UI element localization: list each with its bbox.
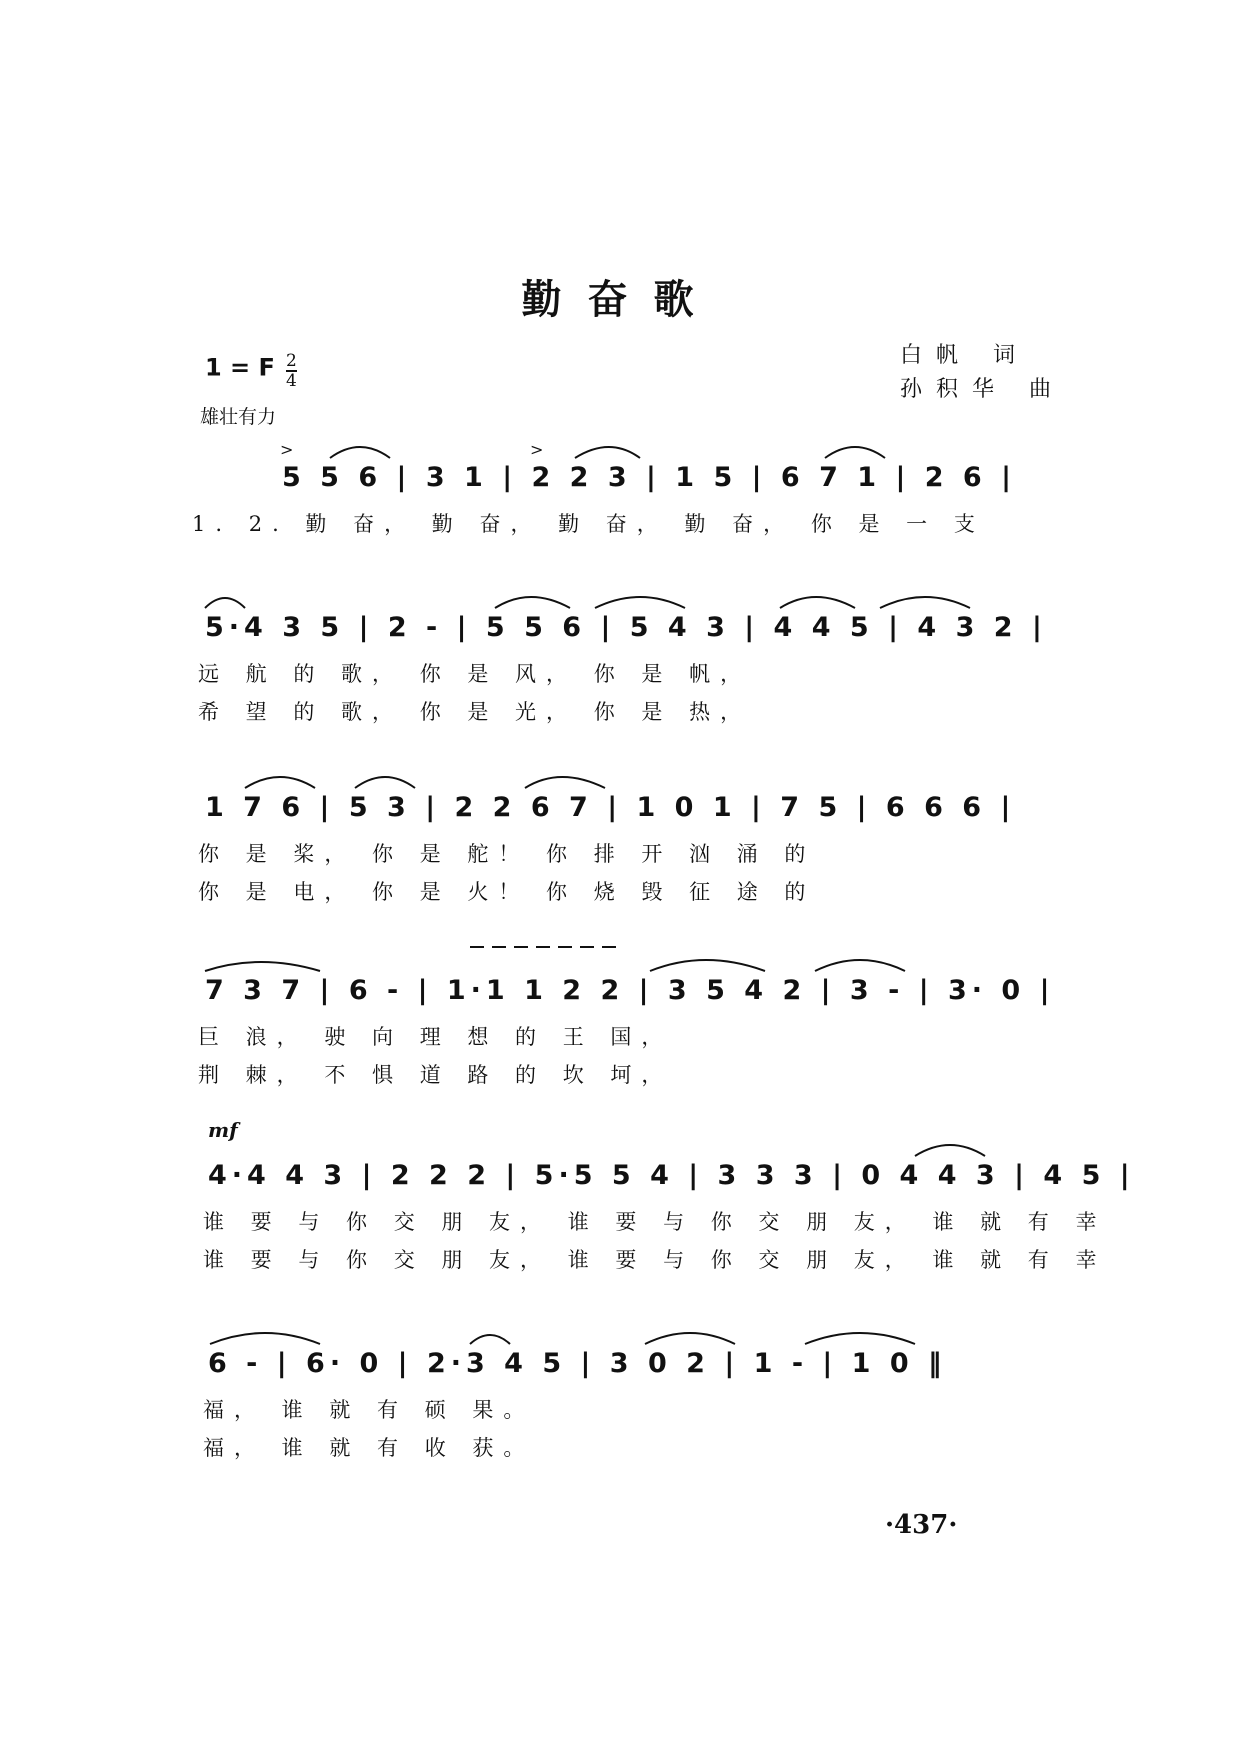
jianpu-notes: 5 5 6 | 3 1 | 2 2 3 | 1 5 | 6 7 1 | 2 6 | <box>282 462 1016 493</box>
lyric-line: 你 是 电， 你 是 火！ 你 烧 毁 征 途 的 <box>198 880 816 904</box>
accent-mark: > <box>280 440 294 459</box>
lyricist-credit: 白帆 词 <box>900 343 1029 368</box>
time-denominator: 4 <box>286 371 297 391</box>
dynamic-marking: mf <box>208 1118 238 1142</box>
slur-ties <box>0 1130 1241 1160</box>
lyric-line: 希 望 的 歌， 你 是 光， 你 是 热， <box>198 700 752 724</box>
lyric-line: 福， 谁 就 有 硕 果。 <box>203 1398 535 1422</box>
key-label: 1 = F <box>205 353 275 382</box>
accent-mark: > <box>530 440 544 459</box>
composer-credit: 孙积华 曲 <box>900 377 1065 402</box>
jianpu-notes: 7 3 7 | 6 - | 1·1 1 2 2 | 3 5 4 2 | 3 - | 3· 0 | <box>205 975 1055 1006</box>
slur-ties <box>0 762 1241 792</box>
tempo-marking: 雄壮有力 <box>200 406 277 428</box>
time-numerator: 2 <box>286 351 297 371</box>
slur-ties <box>0 432 1241 462</box>
jianpu-notes: 4·4 4 3 | 2 2 2 | 5·5 5 4 | 3 3 3 | 0 4 4 3 | 4 5 | <box>208 1160 1135 1191</box>
jianpu-notes: 1 7 6 | 5 3 | 2 2 6 7 | 1 0 1 | 7 5 | 6 6 6 | <box>205 792 1016 823</box>
slur-ties <box>0 582 1241 612</box>
lyric-line: 谁 要 与 你 交 朋 友， 谁 要 与 你 交 朋 友， 谁 就 有 幸 <box>203 1210 1107 1234</box>
song-title: 勤奋歌 <box>521 276 720 323</box>
jianpu-notes: 5·4 3 5 | 2 - | 5 5 6 | 5 4 3 | 4 4 5 | 4 3 2 | <box>205 612 1047 643</box>
time-signature <box>286 352 297 390</box>
lyric-line: 远 航 的 歌， 你 是 风， 你 是 帆， <box>198 662 752 686</box>
slur-ties <box>0 1318 1241 1348</box>
lyric-line: 荆 棘， 不 惧 道 路 的 坎 坷， <box>198 1063 673 1087</box>
key-signature <box>205 352 297 390</box>
lyric-line: 福， 谁 就 有 收 获。 <box>203 1436 535 1460</box>
jianpu-notes: 6 - | 6· 0 | 2·3 4 5 | 3 0 2 | 1 - | 1 0 ‖ <box>208 1348 947 1379</box>
lyric-line: 巨 浪， 驶 向 理 想 的 王 国， <box>198 1025 673 1049</box>
page-number: ·437· <box>885 1510 958 1540</box>
lyric-line: 谁 要 与 你 交 朋 友， 谁 要 与 你 交 朋 友， 谁 就 有 幸 <box>203 1248 1107 1272</box>
lyric-line: 1. 2. 勤 奋， 勤 奋， 勤 奋， 勤 奋， 你 是 一 支 <box>192 512 985 536</box>
slur-ties <box>0 931 1241 975</box>
lyric-line: 你 是 桨， 你 是 舵！ 你 排 开 汹 涌 的 <box>198 842 816 866</box>
